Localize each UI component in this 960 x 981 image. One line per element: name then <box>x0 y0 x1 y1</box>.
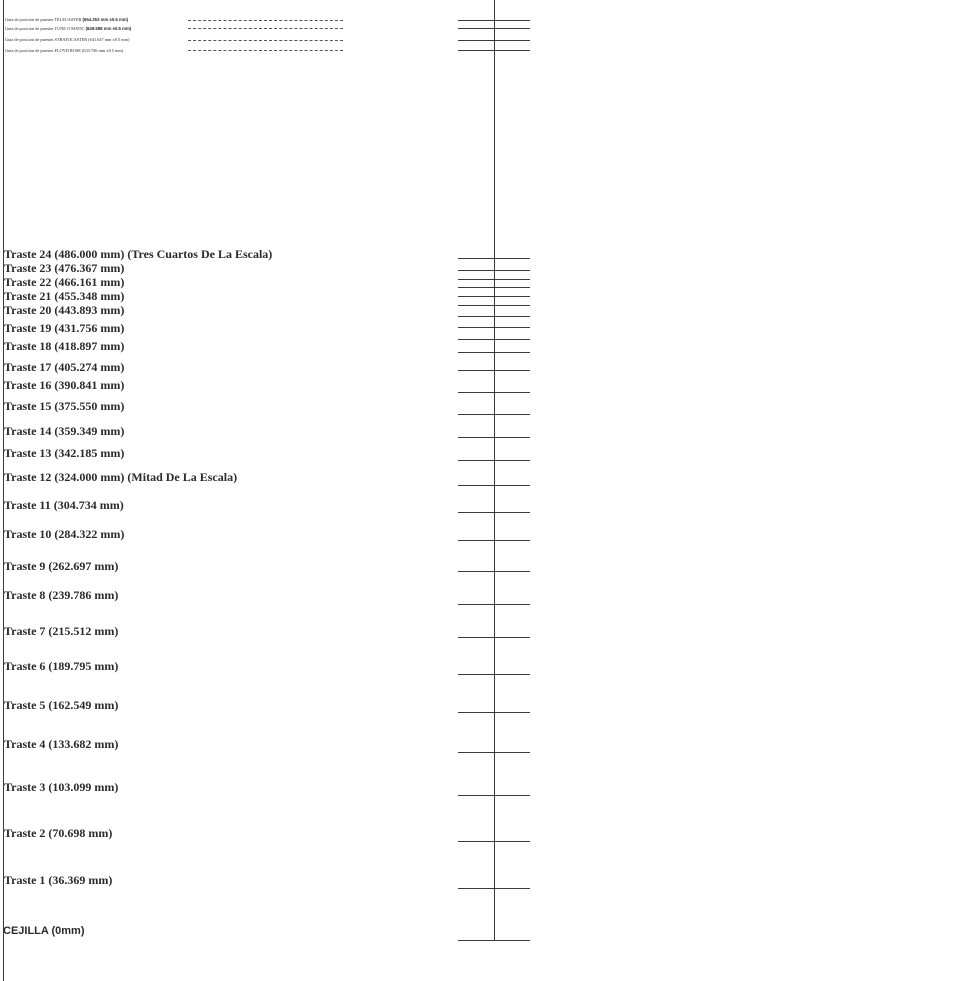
fret-label-7: Traste 7 (215.512 mm) <box>4 624 119 638</box>
bridge-tick-stratocaster <box>458 40 530 41</box>
bridge-guide-value: (654.353 mm ±0.5 mm) <box>82 17 129 22</box>
fret-tick-21 <box>458 287 530 288</box>
fret-tick-17 <box>458 370 530 371</box>
fret-label-15: Traste 15 (375.550 mm) <box>4 399 125 413</box>
bridge-guide-dash <box>188 20 343 21</box>
fret-tick-18b <box>458 352 530 353</box>
fret-label-21: Traste 21 (455.348 mm) <box>4 289 125 303</box>
fret-label-19: Traste 19 (431.756 mm) <box>4 321 125 335</box>
fret-tick-19b <box>458 327 530 328</box>
bridge-guide-prefix: Guía de posicion de puentes FLOYD ROSE <box>5 48 81 53</box>
fret-label-24: Traste 24 (486.000 mm) (Tres Cuartos De La Escala) <box>4 247 273 261</box>
fret-label-10: Traste 10 (284.322 mm) <box>4 527 125 541</box>
fret-tick-23 <box>458 270 530 271</box>
bridge-guide-prefix: Guía de posicion de puentes STRATOCASTER <box>5 37 88 42</box>
fret-tick-19 <box>458 316 530 317</box>
fret-label-4: Traste 4 (133.682 mm) <box>4 737 119 751</box>
fret-label-12: Traste 12 (324.000 mm) (Mitad De La Escala) <box>4 470 238 484</box>
fret-label-23: Traste 23 (476.367 mm) <box>4 261 125 275</box>
fret-tick-4 <box>458 752 530 753</box>
fret-label-8: Traste 8 (239.786 mm) <box>4 588 119 602</box>
fret-tick-9 <box>458 571 530 572</box>
fret-label-9: Traste 9 (262.697 mm) <box>4 559 119 573</box>
fret-label-16: Traste 16 (390.841 mm) <box>4 378 125 392</box>
fret-tick-8 <box>458 604 530 605</box>
fret-tick-24 <box>458 258 530 259</box>
fret-tick-5 <box>458 712 530 713</box>
fret-label-22: Traste 22 (466.161 mm) <box>4 275 125 289</box>
fret-label-2: Traste 2 (70.698 mm) <box>4 826 113 840</box>
fret-label-17: Traste 17 (405.274 mm) <box>4 360 125 374</box>
fret-label-13: Traste 13 (342.185 mm) <box>4 446 125 460</box>
fret-tick-7 <box>458 637 530 638</box>
fret-tick-3 <box>458 795 530 796</box>
bridge-guide-dash <box>188 50 343 51</box>
fret-tick-18 <box>458 339 530 340</box>
fret-tick-20b <box>458 305 530 306</box>
bridge-tick-tune-o-matic <box>458 28 530 29</box>
fret-tick-20 <box>458 296 530 297</box>
fretboard-center-line <box>494 0 495 940</box>
nut-label: CEJILLA (0mm) <box>3 925 85 937</box>
nut-tick <box>458 940 530 941</box>
fret-label-1: Traste 1 (36.369 mm) <box>4 873 113 887</box>
fret-label-14: Traste 14 (359.349 mm) <box>4 424 125 438</box>
bridge-guide-telecaster <box>5 17 128 22</box>
fret-tick-10 <box>458 540 530 541</box>
bridge-guide-prefix: Guía de posicion de puentes TELECASTER <box>5 17 82 22</box>
bridge-tick-telecaster <box>458 20 530 21</box>
fret-tick-13 <box>458 460 530 461</box>
bridge-guide-value: (633.706 mm ±0.5 mm) <box>81 48 124 53</box>
bridge-guide-dash <box>188 28 343 29</box>
bridge-guide-value: (649.588 mm ±0.5 mm) <box>85 26 132 31</box>
bridge-guide-value: (641.647 mm ±0.5 mm) <box>88 37 130 42</box>
bridge-tick-floyd-rose <box>458 50 530 51</box>
fret-label-6: Traste 6 (189.795 mm) <box>4 659 119 673</box>
fret-label-3: Traste 3 (103.099 mm) <box>4 780 119 794</box>
bridge-guide-prefix: Guía de posicion de puentes TUNE O MATIC <box>5 26 85 31</box>
bridge-guide-stratocaster <box>5 37 129 42</box>
bridge-guide-dash <box>188 40 343 41</box>
fret-tick-2 <box>458 841 530 842</box>
fret-tick-14 <box>458 437 530 438</box>
fret-label-5: Traste 5 (162.549 mm) <box>4 698 119 712</box>
fret-label-18: Traste 18 (418.897 mm) <box>4 339 125 353</box>
bridge-guide-tune-o-matic <box>5 26 131 31</box>
fret-tick-6 <box>458 674 530 675</box>
fret-tick-12 <box>458 485 530 486</box>
fret-tick-11 <box>458 512 530 513</box>
fret-tick-22 <box>458 279 530 280</box>
bridge-guide-floyd-rose <box>5 48 123 53</box>
fret-label-11: Traste 11 (304.734 mm) <box>4 498 124 512</box>
fret-tick-16 <box>458 392 530 393</box>
fret-tick-1 <box>458 888 530 889</box>
fret-tick-15 <box>458 414 530 415</box>
fret-label-20: Traste 20 (443.893 mm) <box>4 303 125 317</box>
